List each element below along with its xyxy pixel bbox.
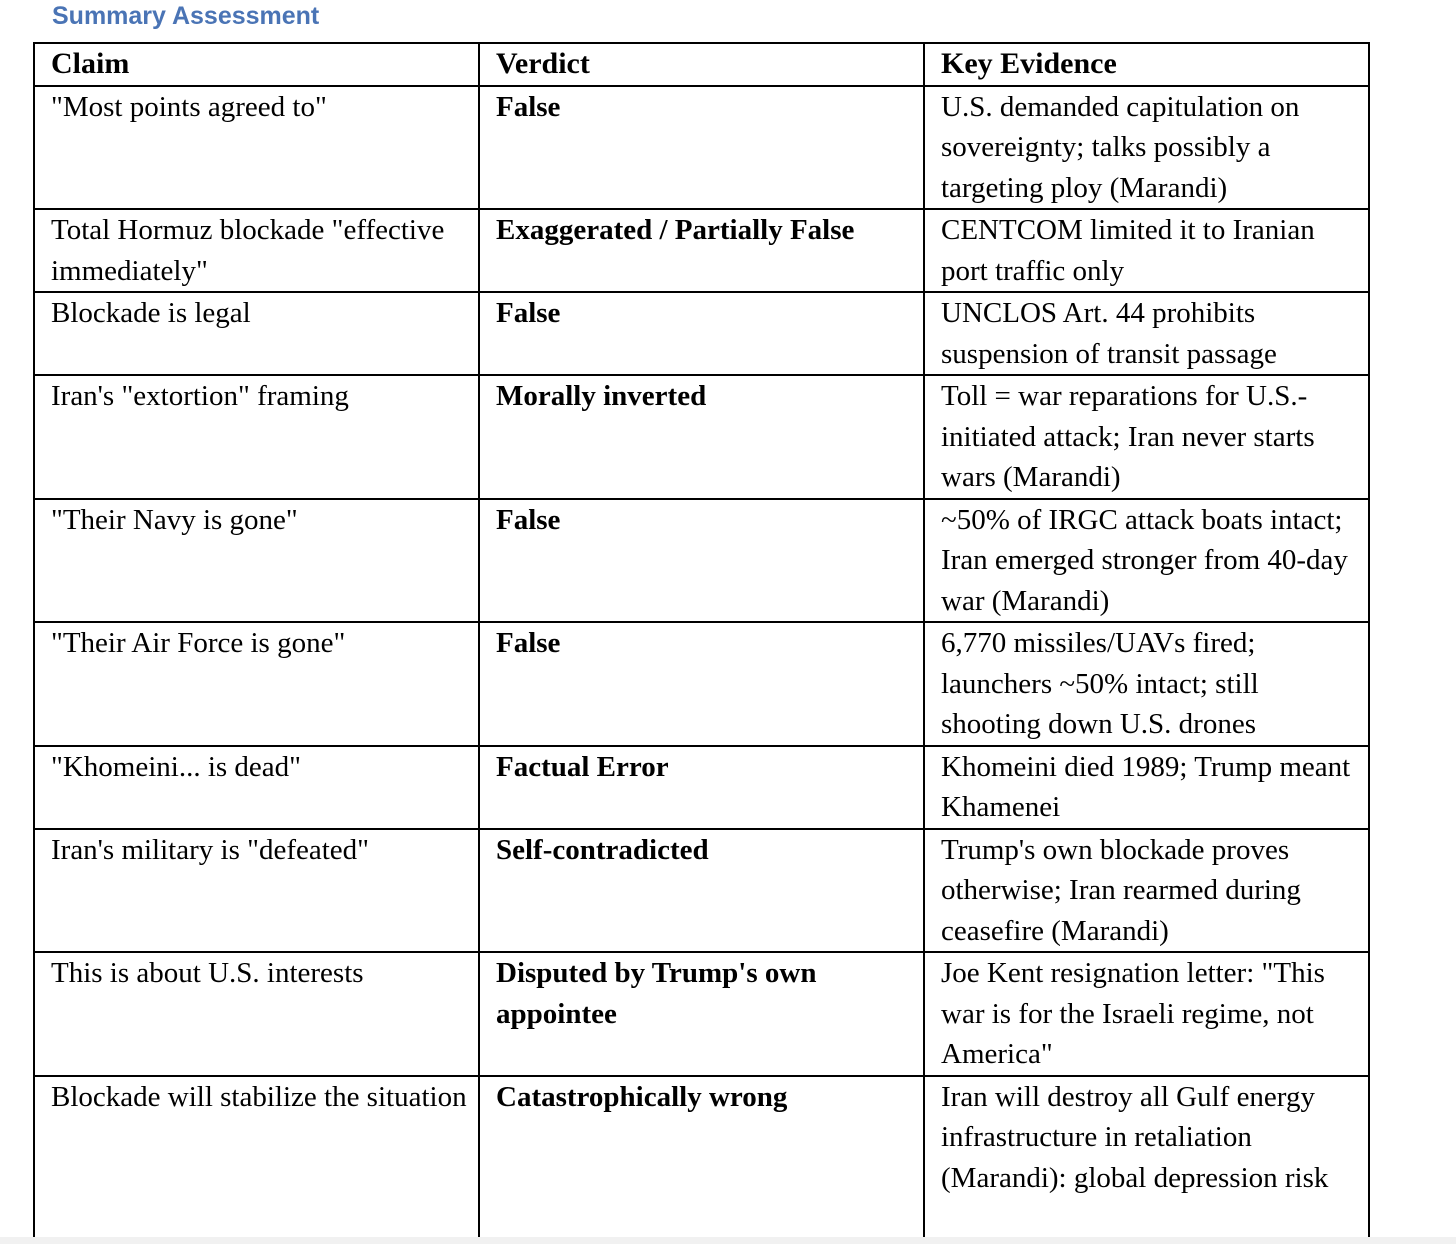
section-heading: Summary Assessment: [52, 2, 320, 30]
table-row: [34, 622, 1369, 746]
claim-cell: Total Hormuz blockade "effective immediately": [34, 209, 479, 292]
table-row: [34, 86, 1369, 210]
table-row: [34, 952, 1369, 1076]
table-row: [34, 746, 1369, 829]
evidence-cell: Trump's own blockade proves otherwise; Iran rearmed during ceasefire (Marandi): [924, 829, 1369, 953]
evidence-cell: CENTCOM limited it to Iranian port traffic only: [924, 209, 1369, 292]
verdict-cell: False: [479, 499, 924, 623]
evidence-cell: 6,770 missiles/UAVs fired; launchers ~50% intact; still shooting down U.S. drones: [924, 622, 1369, 746]
evidence-cell: Khomeini died 1989; Trump meant Khamenei: [924, 746, 1369, 829]
claim-cell: Iran's military is "defeated": [34, 829, 479, 953]
table-row: [34, 499, 1369, 623]
verdict-cell: Exaggerated / Partially False: [479, 209, 924, 292]
verdict-cell: False: [479, 86, 924, 210]
claim-cell: "Their Navy is gone": [34, 499, 479, 623]
evidence-cell: Joe Kent resignation letter: "This war is for the Israeli regime, not America": [924, 952, 1369, 1076]
verdict-cell: Morally inverted: [479, 375, 924, 499]
table-row: [34, 1076, 1369, 1239]
evidence-cell: Iran will destroy all Gulf energy infrastructure in retaliation (Marandi): global depression risk: [924, 1076, 1369, 1239]
claim-cell: This is about U.S. interests: [34, 952, 479, 1076]
claim-cell: Blockade will stabilize the situation: [34, 1076, 479, 1239]
evidence-cell: Toll = war reparations for U.S.-initiated attack; Iran never starts wars (Marandi): [924, 375, 1369, 499]
evidence-cell: ~50% of IRGC attack boats intact; Iran emerged stronger from 40-day war (Marandi): [924, 499, 1369, 623]
table-row: [34, 375, 1369, 499]
claim-cell: "Their Air Force is gone": [34, 622, 479, 746]
verdict-cell: Factual Error: [479, 746, 924, 829]
verdict-cell: False: [479, 292, 924, 375]
verdict-cell: Catastrophically wrong: [479, 1076, 924, 1239]
verdict-cell: Disputed by Trump's own appointee: [479, 952, 924, 1076]
table-header-row: [34, 43, 1369, 86]
bottom-divider: [0, 1237, 1456, 1244]
verdict-cell: Self-contradicted: [479, 829, 924, 953]
claim-cell: "Most points agreed to": [34, 86, 479, 210]
table-row: [34, 209, 1369, 292]
column-header-verdict: Verdict: [479, 43, 924, 86]
evidence-cell: U.S. demanded capitulation on sovereignty; talks possibly a targeting ploy (Marandi): [924, 86, 1369, 210]
claim-cell: Blockade is legal: [34, 292, 479, 375]
verdict-cell: False: [479, 622, 924, 746]
claim-cell: Iran's "extortion" framing: [34, 375, 479, 499]
column-header-evidence: Key Evidence: [924, 43, 1369, 86]
table-row: [34, 292, 1369, 375]
claim-cell: "Khomeini... is dead": [34, 746, 479, 829]
column-header-claim: Claim: [34, 43, 479, 86]
assessment-table: [33, 42, 1370, 1240]
evidence-cell: UNCLOS Art. 44 prohibits suspension of transit passage: [924, 292, 1369, 375]
table-row: [34, 829, 1369, 953]
